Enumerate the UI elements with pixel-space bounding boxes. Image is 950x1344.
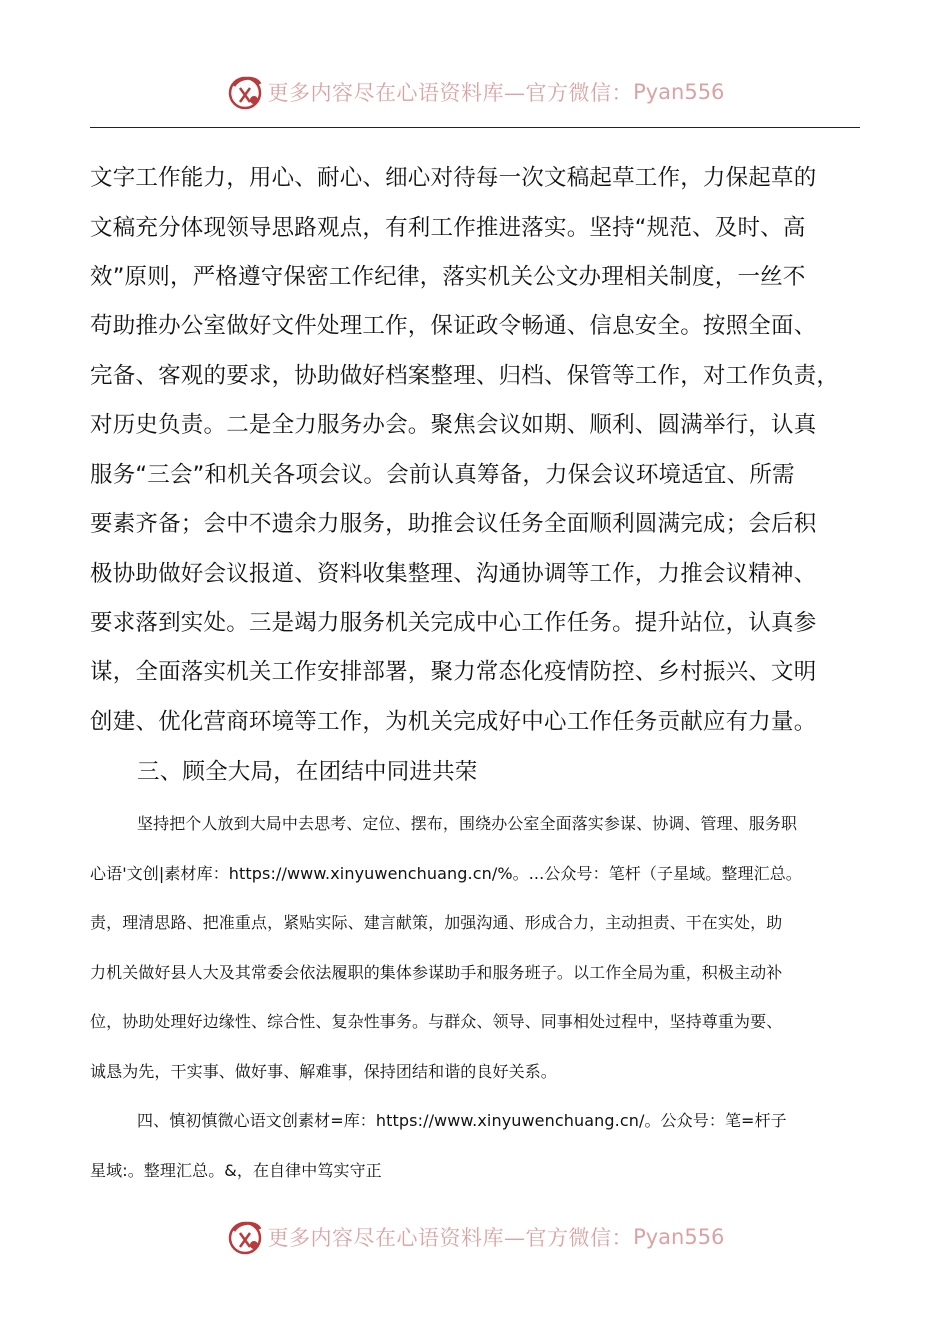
section-heading-small: 四、慎初慎微心语文创素材=库：https://www.xinyuwenchuang.cn/。公众号：笔=杆子 <box>137 1111 787 1130</box>
body-line: 服务“三会”和机关各项会议。会前认真筹备，力保会议环境适宜、所需 <box>90 462 795 488</box>
header-divider <box>90 127 860 128</box>
footer-watermark <box>0 1212 950 1262</box>
body-line: 效”原则，严格遵守保密工作纪律，落实机关公文办理相关制度，一丝不 <box>90 264 806 290</box>
body-line-small: 位，协助处理好边缘性、综合性、复杂性事务。与群众、领导、同事相处过程中，坚持尊重为要、 <box>90 1012 783 1031</box>
logo-icon <box>226 72 264 112</box>
body-line-small: 诚恳为先，干实事、做好事、解难事，保持团结和谐的良好关系。 <box>90 1062 557 1081</box>
body-line-small: 心语'文创|素材库：https://www.xinyuwenchuang.cn/%。...公众号：笔杆（子星域。整理汇总。 <box>90 864 802 883</box>
body-line: 苟助推办公室做好文件处理工作，保证政令畅通、信息安全。按照全面、 <box>90 313 817 339</box>
section-heading: 三、顾全大局，在团结中同进共荣 <box>137 759 478 785</box>
body-line: 要求落到实处。三是竭力服务机关完成中心工作任务。提升站位，认真参 <box>90 610 817 636</box>
footer-watermark-text: 更多内容尽在心语资料库—官方微信： <box>267 1226 634 1250</box>
header-watermark-id: Pyan556 <box>633 80 725 104</box>
body-line: 对历史负责。二是全力服务办会。聚焦会议如期、顺利、圆满举行，认真 <box>90 412 817 438</box>
body-line: 文稿充分体现领导思路观点，有利工作推进落实。坚持“规范、及时、高 <box>90 215 806 241</box>
body-line: 文字工作能力，用心、耐心、细心对待每一次文稿起草工作，力保起草的 <box>90 165 817 191</box>
body-line-small: 坚持把个人放到大局中去思考、定位、摆布，围绕办公室全面落实参谋、协调、管理、服务职 <box>137 814 798 833</box>
body-line: 极协助做好会议报道、资料收集整理、沟通协调等工作，力推会议精神、 <box>90 561 817 587</box>
body-line: 谋，全面落实机关工作安排部署，聚力常态化疫情防控、乡村振兴、文明 <box>90 659 817 685</box>
body-line: 完备、客观的要求，协助做好档案整理、归档、保管等工作，对工作负责， <box>90 363 840 389</box>
section-heading-small: 星域:。整理汇总。&，在自律中笃实守正 <box>90 1161 382 1180</box>
body-line-small: 责，理清思路、把准重点，紧贴实际、建言献策，加强沟通、形成合力，主动担责、干在实处，助 <box>90 913 783 932</box>
body-line: 要素齐备；会中不遗余力服务，助推会议任务全面顺利圆满完成；会后积 <box>90 511 817 537</box>
body-line: 创建、优化营商环境等工作，为机关完成好中心工作任务贡献应有力量。 <box>90 709 817 735</box>
body-line-small: 力机关做好县人大及其常委会依法履职的集体参谋助手和服务班子。以工作全局为重，积极主动补 <box>90 963 783 982</box>
header-watermark-text: 更多内容尽在心语资料库—官方微信： <box>267 81 634 105</box>
header-watermark <box>0 67 950 117</box>
footer-watermark-id: Pyan556 <box>633 1225 725 1249</box>
logo-icon <box>226 1217 264 1257</box>
